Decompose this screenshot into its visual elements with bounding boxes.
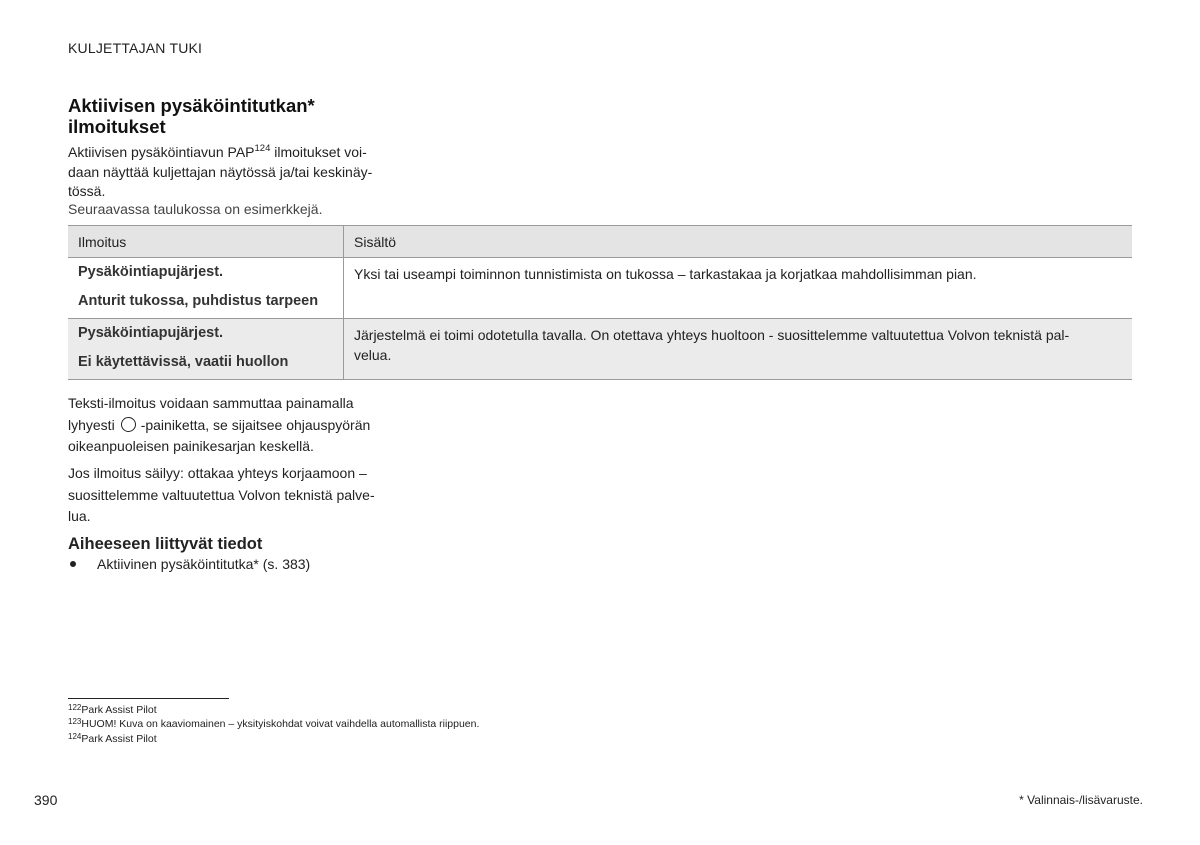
service-line-2: suosittelemme valtuutettua Volvon teknistä palve- xyxy=(68,486,375,503)
page-title xyxy=(68,95,368,137)
footnote xyxy=(68,704,157,716)
intro-text-b: ilmoitukset voi- xyxy=(270,144,367,160)
footnote-text: Park Assist Pilot xyxy=(81,733,157,745)
intro-line-3: tössä. xyxy=(68,183,106,199)
related-link-label[interactable]: Aktiivinen pysäköintitutka* (s. 383) xyxy=(97,556,311,572)
dismiss-line-3: oikeanpuoleisen painikesarjan keskellä. xyxy=(68,438,314,454)
footnote-number: 123 xyxy=(68,717,82,726)
messages-table xyxy=(68,225,1132,380)
column-header-content: Sisältö xyxy=(344,226,1133,258)
table-cell-message xyxy=(68,258,344,319)
section-header: KULJETTAJAN TUKI xyxy=(68,40,203,56)
footnote xyxy=(68,733,157,745)
circle-button-icon xyxy=(121,417,136,432)
message-line-2: Ei käytettävissä, vaatii huollon xyxy=(78,354,289,370)
table-header-row xyxy=(68,226,1132,258)
message-line-1: Pysäköintiapujärjest. xyxy=(78,264,224,280)
page-number: 390 xyxy=(34,792,58,808)
footnote-number: 122 xyxy=(68,703,82,712)
dismiss-paragraph xyxy=(68,393,408,458)
footnote-text: HUOM! Kuva on kaaviomainen – yksityiskohdat voivat vaihdella automallista riippuen. xyxy=(81,718,480,730)
bullet-icon xyxy=(70,561,76,567)
intro-line-2: daan näyttää kuljettajan näytössä ja/tai keskinäy- xyxy=(68,163,373,180)
footnote-text: Park Assist Pilot xyxy=(81,704,157,716)
table-row xyxy=(68,258,1132,319)
title-line-1: Aktiivisen pysäköintitutkan* xyxy=(68,95,315,116)
table-cell-message xyxy=(68,319,344,380)
message-line-1: Pysäköintiapujärjest. xyxy=(78,325,224,341)
table-cell-content: Yksi tai useampi toiminnon tunnistimista on tukossa – tarkastakaa ja korjatkaa mahdollisimman pian. xyxy=(344,258,1133,319)
dismiss-line-2a: lyhyesti xyxy=(68,416,115,433)
service-line-3: lua. xyxy=(68,508,91,524)
optional-equipment-note: * Valinnais-/lisävaruste. xyxy=(1019,793,1143,807)
message-line-2: Anturit tukossa, puhdistus tarpeen xyxy=(78,293,319,309)
dismiss-line-2b: -painiketta, se sijaitsee ohjauspyörän xyxy=(140,416,371,433)
column-header-message: Ilmoitus xyxy=(68,226,344,258)
footnote-number: 124 xyxy=(68,732,82,741)
dismiss-line-1: Teksti-ilmoitus voidaan sammuttaa painamalla xyxy=(68,395,354,411)
intro-line-4: Seuraavassa taulukossa on esimerkkejä. xyxy=(68,201,323,217)
footnote xyxy=(68,718,479,730)
footnote-divider xyxy=(68,698,229,699)
intro-text-a: Aktiivisen pysäköintiavun PAP xyxy=(68,144,255,160)
service-paragraph xyxy=(68,463,408,528)
intro-paragraph xyxy=(68,143,403,202)
table-row xyxy=(68,319,1132,380)
service-line-1: Jos ilmoitus säilyy: ottakaa yhteys korjaamoon – xyxy=(68,465,367,481)
content-line-1: Järjestelmä ei toimi odotetulla tavalla. On otettava yhteys huoltoon - suosittelemme valtuutettua Volvon teknistä pal- xyxy=(354,327,1070,343)
title-line-2: ilmoitukset xyxy=(68,116,166,137)
content-line-2: velua. xyxy=(354,347,392,363)
related-link[interactable] xyxy=(68,556,310,572)
related-heading: Aiheeseen liittyvät tiedot xyxy=(68,535,263,553)
table-cell-content xyxy=(344,319,1133,380)
footnote-ref-124[interactable]: 124 xyxy=(254,143,271,154)
